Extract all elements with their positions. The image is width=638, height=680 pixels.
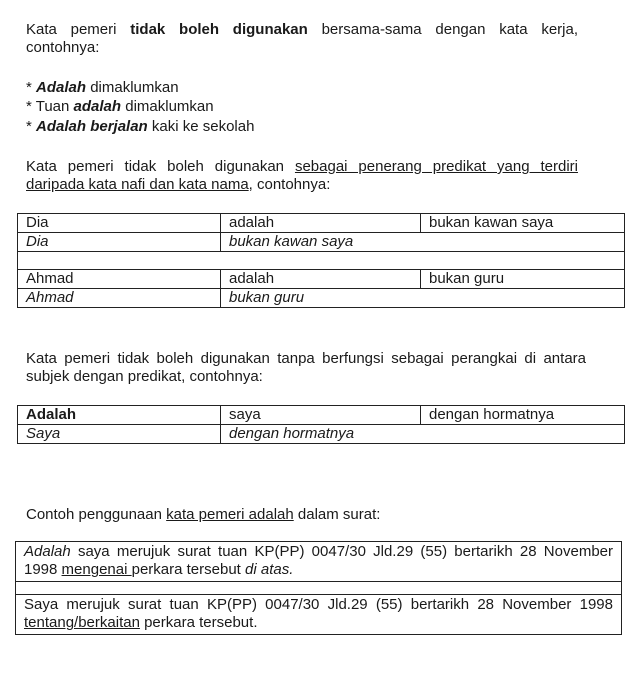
table-row: Dia adalah bukan kawan saya <box>18 214 625 233</box>
intro-bold-phrase: tidak boleh digunakan <box>130 21 308 38</box>
table-row: Dia bukan kawan saya <box>18 233 625 252</box>
example-table-1 <box>17 213 625 308</box>
correct-sentence: Saya merujuk surat tuan KP(PP) 0047/30 Jld.29 (55) bertarikh 28 November 1998 tentang/berkaitan perkara tersebut. <box>16 594 621 634</box>
example-bold: Adalah <box>36 79 87 96</box>
example-line-1: * Adalah dimaklumkan <box>26 79 179 96</box>
example-line-2: * Tuan adalah dimaklumkan <box>26 98 214 115</box>
letter-example-box <box>15 541 622 635</box>
table-row: Adalah saya dengan hormatnya <box>18 406 625 425</box>
example-line-3: * Adalah berjalan kaki ke sekolah <box>26 118 255 135</box>
connector-paragraph: Kata pemeri tidak boleh digunakan tanpa berfungsi sebagai perangkai di antara subjek dengan predikat, contohnya: <box>26 350 586 385</box>
table-row-blank <box>18 252 625 270</box>
example-table-2 <box>17 405 625 444</box>
underlined-phrase: kata pemeri adalah <box>166 506 294 523</box>
letter-usage-heading: Contoh penggunaan kata pemeri adalah dalam surat: <box>26 506 381 523</box>
intro-text-end: bersama-sama dengan kata kerja, contohnya: <box>26 21 579 56</box>
table-row: Saya dengan hormatnya <box>18 425 625 444</box>
intro-text: Kata pemeri <box>26 21 131 38</box>
example-bold: adalah <box>73 98 122 115</box>
table-row: Ahmad adalah bukan guru <box>18 270 625 289</box>
incorrect-sentence: Adalah saya merujuk surat tuan KP(PP) 0047/30 Jld.29 (55) bertarikh 28 November 1998 mengenai perkara tersebut di atas. <box>24 543 613 578</box>
box-spacer-row <box>16 581 621 594</box>
example-bold: Adalah berjalan <box>36 118 148 135</box>
predicate-paragraph: Kata pemeri tidak boleh digunakan sebagai penerang predikat yang terdiri daripada kata nafi dan kata nama, contohnya: <box>26 158 578 193</box>
intro-paragraph <box>26 21 578 57</box>
table-row: Ahmad bukan guru <box>18 289 625 308</box>
underlined-phrase: sebagai penerang predikat yang terdiri daripada kata nafi dan kata nama <box>26 158 578 193</box>
